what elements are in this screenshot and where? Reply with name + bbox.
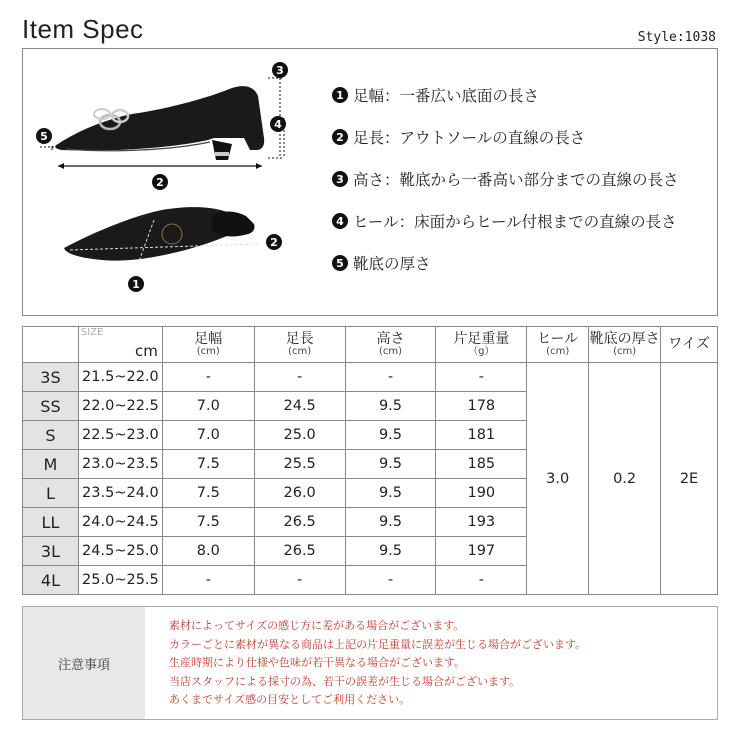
- definition-1: 1 足幅：一番広い底面の長さ: [332, 84, 539, 106]
- definition-4: 4 ヒール：床面からヒール付根までの直線の長さ: [332, 210, 677, 232]
- shoe-sole-view: [64, 207, 258, 264]
- table-row: M 23.0~23.5 7.5 25.5 9.5 185: [23, 450, 718, 479]
- marker-4: 4: [274, 118, 282, 131]
- shoe-illustration: [22, 48, 322, 316]
- table-row: L 23.5~24.0 7.5 26.0 9.5 190: [23, 479, 718, 508]
- notes-list: [145, 607, 717, 719]
- size-cm-corner: SIZE cm: [78, 327, 162, 363]
- table-row: 4L 25.0~25.5 - - - -: [23, 566, 718, 595]
- col-height: 高さ (cm): [345, 327, 436, 363]
- note-line: カラーごとに素材が異なる商品は上記の片足重量に誤差が生じる場合がございます。: [169, 637, 587, 651]
- note-line: 生産時期により仕様や色味が若干異なる場合がございます。: [169, 656, 466, 669]
- wise-value: 2E: [661, 363, 718, 595]
- note-line: 素材によってサイズの感じ方に差がある場合がございます。: [169, 619, 465, 632]
- col-sole: 靴底の厚さ (cm): [589, 327, 661, 363]
- note-line: あくまでサイズ感の目安としてご利用ください。: [169, 693, 411, 706]
- page-title: Item Spec: [22, 14, 144, 44]
- table-row: LL 24.0~24.5 7.5 26.5 9.5 193: [23, 508, 718, 537]
- marker-5: 5: [40, 130, 48, 143]
- notes-label: 注意事項: [23, 607, 145, 719]
- size-table: [22, 326, 718, 595]
- col-heel: ヒール (cm): [527, 327, 589, 363]
- definition-2: 2 足長：アウトソールの直線の長さ: [332, 126, 585, 148]
- definition-3: 3 高さ：靴底から一番高い部分までの直線の長さ: [332, 168, 679, 190]
- col-width: 足幅 (cm): [162, 327, 254, 363]
- marker-3: 3: [276, 64, 284, 77]
- note-line: 当店スタッフによる採寸の為、若干の誤差が生じる場合がございます。: [169, 674, 521, 688]
- style-number: Style:1038: [637, 30, 716, 45]
- marker-1: 1: [132, 278, 140, 291]
- col-weight: 片足重量 （g）: [436, 327, 527, 363]
- table-row: 3L 24.5~25.0 8.0 26.5 9.5 197: [23, 537, 718, 566]
- size-sml-corner: SIZE S･M･L: [23, 327, 79, 363]
- definition-5: 5 靴底の厚さ: [332, 252, 431, 274]
- col-length: 足長 (cm): [254, 327, 345, 363]
- table-row: SS 22.0~22.5 7.0 24.5 9.5 178: [23, 392, 718, 421]
- col-wise: ワイズ: [661, 327, 718, 363]
- marker-2a: 2: [156, 176, 164, 189]
- sole-value: 0.2: [589, 363, 661, 595]
- table-row: S 22.5~23.0 7.0 25.0 9.5 181: [23, 421, 718, 450]
- marker-2b: 2: [270, 236, 278, 249]
- heel-value: 3.0: [527, 363, 589, 595]
- shoe-side-view: [55, 86, 264, 160]
- notes-box: [22, 606, 718, 720]
- table-header-row: [23, 327, 718, 363]
- table-row: 3S 21.5~22.0 - - - - 3.0 0.2 2E: [23, 363, 718, 392]
